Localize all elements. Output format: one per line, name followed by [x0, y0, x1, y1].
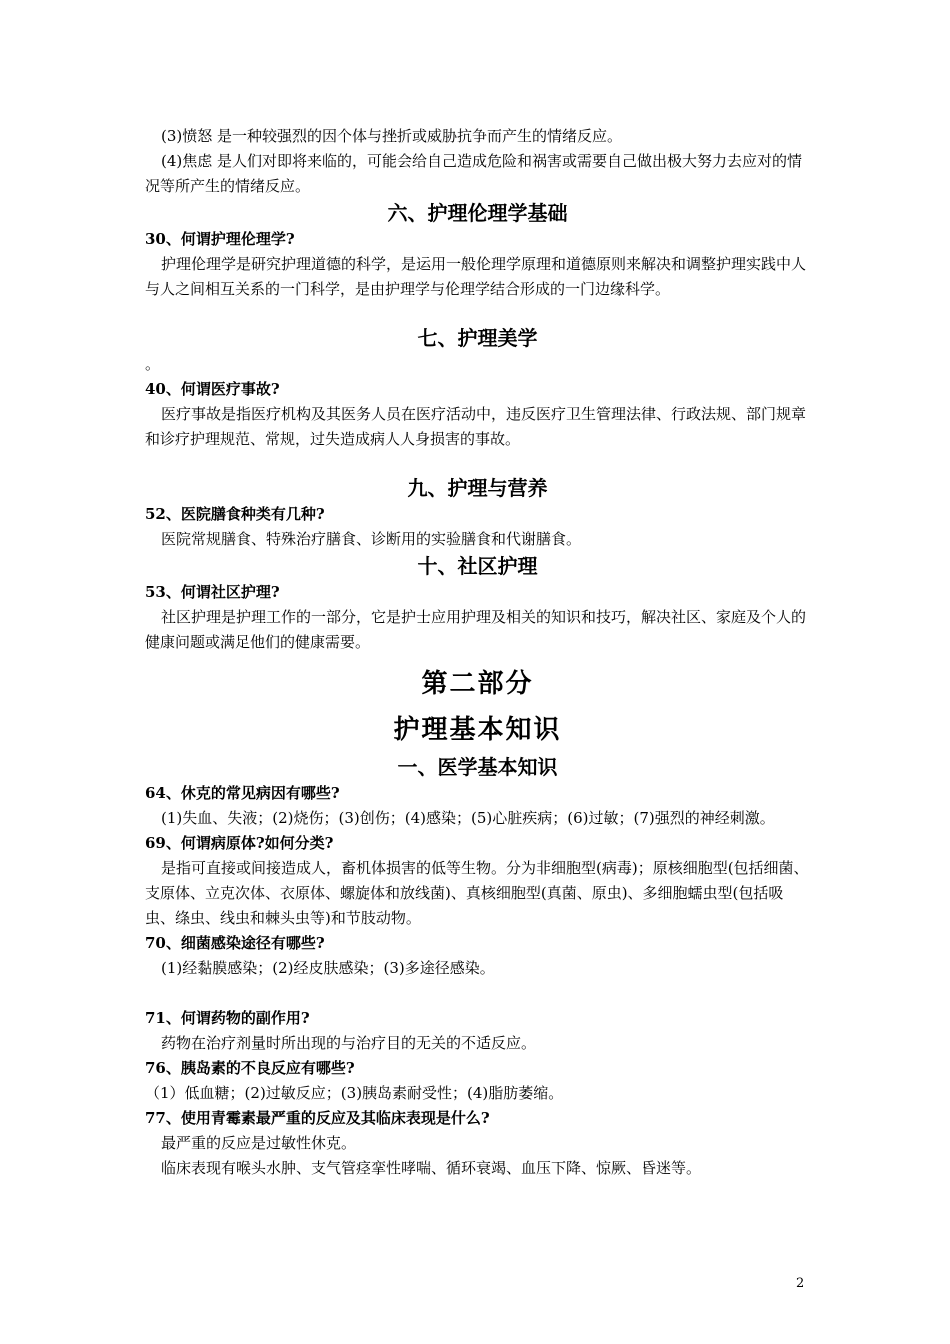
answer-76: （1）低血糖；(2)过敏反应；(3)胰岛素耐受性；(4)脂肪萎缩。	[145, 1084, 564, 1102]
answer-53: 社区护理是护理工作的一部分，它是护士应用护理及相关的知识和技巧，解决社区、家庭及个人的健康问题或满足他们的健康需要。	[145, 608, 807, 651]
section-heading-nutrition: 九、护理与营养	[407, 476, 548, 500]
stray-period: 。	[145, 355, 161, 373]
question-77: 77、使用青霉素最严重的反应及其临床表现是什么?	[145, 1109, 490, 1127]
page-number: 2	[796, 1276, 805, 1291]
question-53: 53、何谓社区护理?	[145, 583, 280, 601]
answer-52: 医院常规膳食、特殊治疗膳食、诊断用的实验膳食和代谢膳食。	[161, 530, 582, 548]
section-heading-ethics: 六、护理伦理学基础	[387, 201, 568, 225]
answer-70: (1)经黏膜感染；(2)经皮肤感染；(3)多途径感染。	[161, 959, 495, 977]
question-40: 40、何谓医疗事故?	[145, 380, 280, 398]
answer-30: 护理伦理学是研究护理道德的科学，是运用一般伦理学原理和道德原则来解决和调整护理实践中人与人之间相互关系的一门科学，是由护理学与伦理学结合形成的一门边缘科学。	[145, 255, 807, 298]
paragraph-anxiety: (4)焦虑 是人们对即将来临的，可能会给自己造成危险和祸害或需要自己做出极大努力去应对的情况等所产生的情绪反应。	[145, 152, 803, 195]
answer-64: (1)失血、失液；(2)烧伤；(3)创伤；(4)感染；(5)心脏疾病；(6)过敏；(7)强烈的神经刺激。	[161, 809, 775, 827]
question-52: 52、医院膳食种类有几种?	[145, 505, 325, 523]
answer-71: 药物在治疗剂量时所出现的与治疗目的无关的不适反应。	[161, 1034, 537, 1052]
part-title: 第二部分	[421, 669, 534, 699]
question-30: 30、何谓护理伦理学?	[145, 230, 295, 248]
question-76: 76、胰岛素的不良反应有哪些?	[145, 1059, 355, 1077]
question-64: 64、休克的常见病因有哪些?	[145, 784, 340, 802]
question-69: 69、何谓病原体?如何分类?	[145, 834, 334, 852]
answer-77-line-2: 临床表现有喉头水肿、支气管痉挛性哮喘、循环衰竭、血压下降、惊厥、昏迷等。	[161, 1159, 702, 1177]
answer-40: 医疗事故是指医疗机构及其医务人员在医疗活动中，违反医疗卫生管理法律、行政法规、部门规章和诊疗护理规范、常规，过失造成病人人身损害的事故。	[145, 405, 807, 448]
paragraph-anger: (3)愤怒 是一种较强烈的因个体与挫折或威胁抗争而产生的情绪反应。	[161, 127, 623, 145]
section-heading-community: 十、社区护理	[417, 554, 538, 578]
question-71: 71、何谓药物的副作用?	[145, 1009, 310, 1027]
section-heading-aesthetics: 七、护理美学	[417, 326, 538, 350]
part-subtitle: 护理基本知识	[393, 715, 562, 745]
question-70: 70、细菌感染途径有哪些?	[145, 934, 325, 952]
answer-69: 是指可直接或间接造成人，畜机体损害的低等生物。分为非细胞型(病毒)；原核细胞型(包括细菌、支原体、立克次体、衣原体、螺旋体和放线菌)、真核细胞型(真菌、原虫)、多细胞蠕虫型(包括吸虫、绦虫、线虫和棘头虫等)和节肢动物。	[145, 859, 809, 927]
section-heading-medical: 一、医学基本知识	[397, 755, 558, 779]
answer-77-line-1: 最严重的反应是过敏性休克。	[161, 1134, 357, 1152]
page-content	[145, 124, 810, 1181]
